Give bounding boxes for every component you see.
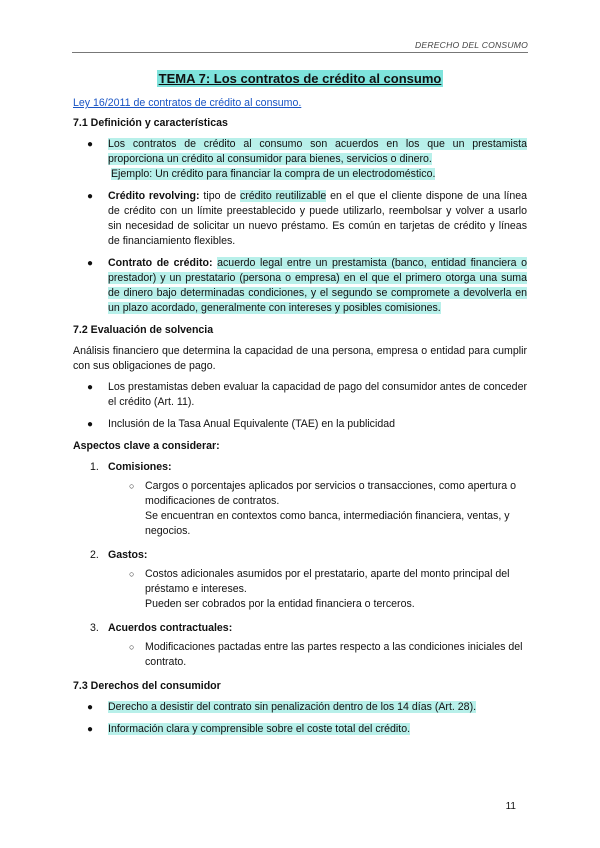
list-item bbox=[73, 700, 527, 715]
item-label: Comisiones: bbox=[108, 461, 172, 473]
highlighted-text: Derecho a desistir del contrato sin penalización dentro de los 14 días (Art. 28). bbox=[108, 701, 477, 713]
bullet-icon: ● bbox=[87, 724, 94, 735]
highlighted-text: crédito reutilizable bbox=[239, 190, 327, 202]
highlighted-text: acuerdo legal entre un prestamista (banco, entidad financiera o prestador) y un prestatario (persona o empresa) en el que el primero otorga una suma de dinero bajo determinadas condiciones, y el segundo se compromete a devolverla en un plazo acordado, generalmente con intereses y posibles comisiones. bbox=[108, 257, 528, 314]
example-text: Ejemplo: Un crédito para financiar la compra de un electrodoméstico. bbox=[110, 168, 436, 180]
definition-text: en el que el cliente dispone de una línea de crédito con un límite preestablecido y puede utilizarlo, reembolsar y volver a usarlo sin necesidad de solicitar un nuevo préstamo. Es común en tarjetas de crédito y líneas de financiamiento flexibles. bbox=[108, 190, 527, 247]
bullet-icon: ● bbox=[87, 139, 94, 150]
circle-bullet-icon: ○ bbox=[129, 642, 135, 652]
sub-item-text: Modificaciones pactadas entre las partes respecto a las condiciones iniciales del contrato. bbox=[145, 641, 523, 668]
item-label: Acuerdos contractuales: bbox=[108, 622, 233, 634]
sub-list-item bbox=[73, 640, 527, 670]
sub-item-text: Cargos o porcentajes aplicados por servicios o transacciones, como apertura o modificaciones de contratos. bbox=[145, 480, 516, 507]
highlighted-text: Los contratos de crédito al consumo son acuerdos en los que un prestamista proporciona un crédito al consumidor para bienes, servicios o dinero. bbox=[108, 138, 527, 165]
bullet-icon: ● bbox=[87, 258, 94, 269]
section-heading-7-1: 7.1 Definición y características bbox=[73, 117, 228, 129]
list-item-text: Inclusión de la Tasa Anual Equivalente (TAE) en la publicidad bbox=[108, 418, 395, 430]
list-item bbox=[73, 189, 527, 249]
title-block bbox=[0, 71, 600, 88]
definition-text: tipo de bbox=[199, 190, 240, 202]
list-item bbox=[73, 137, 527, 182]
sub-item-text: Costos adicionales asumidos por el prestatario, aparte del monto principal del préstamo e intereses. bbox=[145, 568, 510, 595]
bullet-icon: ● bbox=[87, 191, 94, 202]
list-item bbox=[73, 417, 527, 432]
highlighted-text: Información clara y comprensible sobre el coste total del crédito. bbox=[108, 723, 411, 735]
bullet-icon: ● bbox=[87, 702, 94, 713]
page-title: TEMA 7: Los contratos de crédito al consumo bbox=[158, 71, 442, 86]
numbered-item bbox=[73, 621, 527, 636]
running-header: DERECHO DEL CONSUMO bbox=[415, 40, 528, 50]
sub-item-text: Se encuentran en contextos como banca, intermediación financiera, ventas, y negocios. bbox=[145, 510, 510, 537]
circle-bullet-icon: ○ bbox=[129, 481, 135, 491]
item-number: 1. bbox=[90, 461, 99, 473]
numbered-item bbox=[73, 460, 527, 475]
list-item bbox=[73, 380, 527, 410]
list-item-text: Los prestamistas deben evaluar la capacidad de pago del consumidor antes de conceder el crédito (Art. 11). bbox=[108, 381, 527, 408]
page-number: 11 bbox=[505, 801, 516, 812]
paragraph: Análisis financiero que determina la capacidad de una persona, empresa o entidad para cumplir con sus obligaciones de pago. bbox=[73, 345, 527, 372]
item-number: 3. bbox=[90, 622, 99, 634]
list-item bbox=[73, 722, 527, 737]
numbered-item bbox=[73, 548, 527, 563]
sub-list-item bbox=[73, 479, 527, 539]
circle-bullet-icon: ○ bbox=[129, 569, 135, 579]
section-heading-7-2: 7.2 Evaluación de solvencia bbox=[73, 324, 214, 336]
term-label: Crédito revolving: bbox=[108, 190, 200, 202]
list-item bbox=[73, 256, 527, 316]
sub-list-item bbox=[73, 567, 527, 612]
sub-item-text: Pueden ser cobrados por la entidad financiera o terceros. bbox=[145, 598, 415, 610]
law-reference-link[interactable]: Ley 16/2011 de contratos de crédito al consumo. bbox=[73, 97, 302, 109]
header-divider bbox=[72, 52, 528, 53]
term-label: Contrato de crédito: bbox=[108, 257, 213, 269]
item-number: 2. bbox=[90, 549, 99, 561]
bullet-icon: ● bbox=[87, 419, 94, 430]
document-body bbox=[73, 96, 527, 744]
aspects-heading: Aspectos clave a considerar: bbox=[73, 440, 220, 452]
section-heading-7-3: 7.3 Derechos del consumidor bbox=[73, 680, 221, 692]
item-label: Gastos: bbox=[108, 549, 148, 561]
bullet-icon: ● bbox=[87, 382, 94, 393]
